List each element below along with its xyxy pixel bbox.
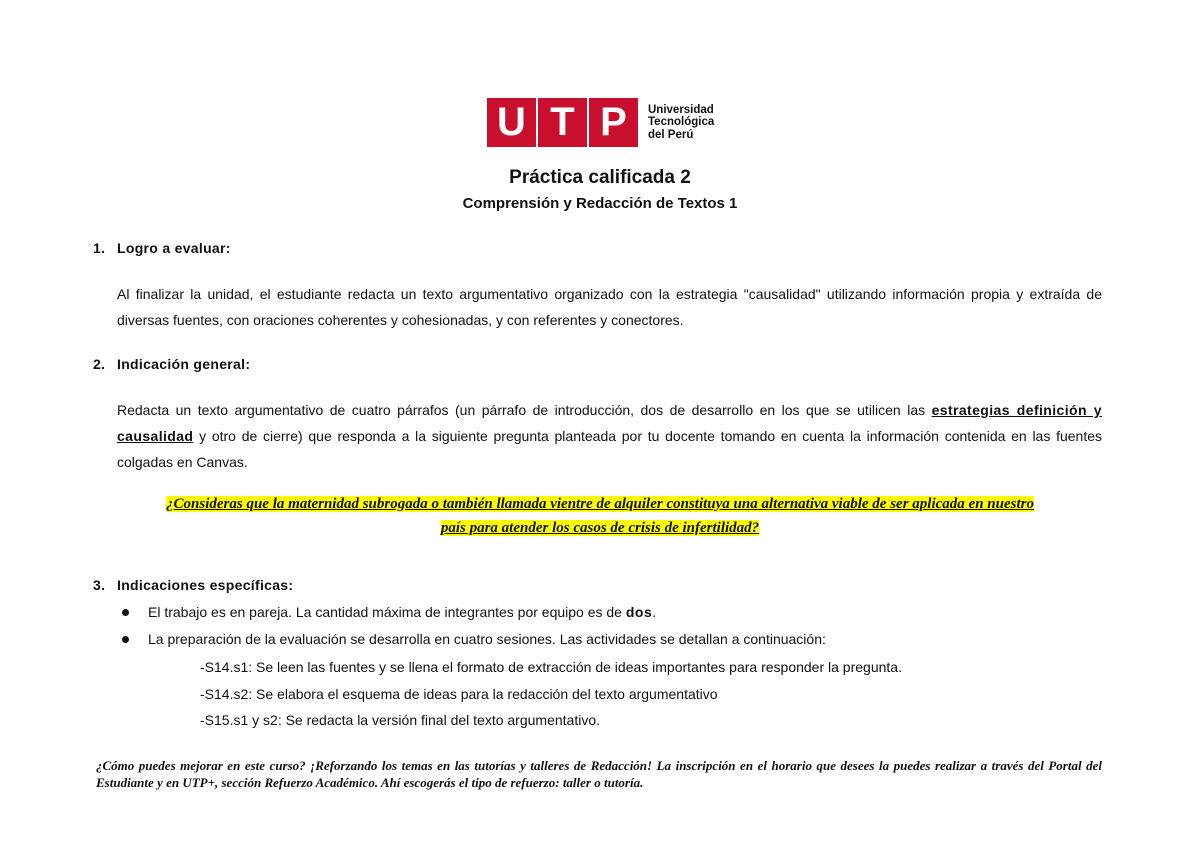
bullet-icon: [122, 609, 129, 616]
logo-letter-p: P: [600, 100, 627, 144]
logo-line-1: Universidad: [648, 103, 714, 116]
section-2-text-end: y otro de cierre) que responda a la siguiente pregunta planteada por tu docente tomando en cuenta la información contenida en las fuentes colgadas en Canvas.: [117, 428, 1102, 470]
logo-letter-t: T: [550, 100, 575, 144]
session-item: -S14.s2: Se elabora el esquema de ideas para la redacción del texto argumentativo: [200, 686, 718, 702]
session-item: -S15.s1 y s2: Se redacta la versión final del texto argumentativo.: [200, 712, 600, 728]
logo-letter-box: [538, 98, 587, 147]
section-title: Logro a evaluar:: [117, 240, 231, 256]
bullet-text: [148, 604, 656, 620]
bullet-icon: [122, 636, 129, 643]
section-3-heading: [93, 577, 293, 593]
bullet-bold: dos: [625, 604, 653, 620]
logo-letter-box: [487, 98, 536, 147]
section-number: 3.: [93, 577, 106, 593]
session-item: -S14.s1: Se leen las fuentes y se llena el formato de extracción de ideas importantes para responder la pregunta.: [200, 659, 902, 675]
logo-line-3: del Perú: [648, 128, 694, 141]
logo-letter-box: [589, 98, 638, 147]
page-title: Práctica calificada 2: [509, 167, 691, 188]
question-line-1: ¿Consideras que la maternidad subrogada o también llamada vientre de alquiler constituya una alternativa viable de ser aplicada en nuestro: [166, 496, 1034, 512]
logo-wordmark: [648, 104, 714, 142]
question-line-2: país para atender los casos de crisis de infertilidad?: [440, 520, 760, 536]
section-2-text-start: Redacta un texto argumentativo de cuatro párrafos (un párrafo de introducción, dos de desarrollo en los que se utilicen las: [117, 402, 932, 418]
section-number: 2.: [93, 356, 106, 372]
bullet-text: La preparación de la evaluación se desarrolla en cuatro sesiones. Las actividades se detallan a continuación:: [148, 631, 826, 647]
list-item: [122, 604, 656, 620]
logo-letter-u: U: [497, 100, 526, 144]
section-2-emphasis: estrategias definición y causalidad: [117, 402, 1102, 444]
footer-note: ¿Cómo puedes mejorar en este curso? ¡Reforzando los temas en las tutorías y talleres de Redacción! La inscripción en el horario que desees la puedes realizar a través del Portal del Estudiante y en UTP+, sección Refuerzo Académico. Ahí escogerás el tipo de refuerzo: taller o tutoría.: [96, 758, 1102, 790]
list-item: [122, 631, 826, 647]
section-2-heading: [93, 356, 250, 372]
utp-logo: [487, 98, 714, 147]
logo-line-2: Tecnológica: [648, 116, 715, 129]
bullet-text-start: El trabajo es en pareja. La cantidad máxima de integrantes por equipo es de: [148, 604, 626, 620]
section-number: 1.: [93, 240, 106, 256]
section-1-heading: [93, 240, 231, 256]
section-1-text: Al finalizar la unidad, el estudiante redacta un texto argumentativo organizado con la estrategia "causalidad" utilizando información propia y extraída de diversas fuentes, con oraciones coherentes y cohesionadas, y con referentes y conectores.: [117, 286, 1102, 328]
section-title: Indicación general:: [117, 356, 251, 372]
section-title: Indicaciones específicas:: [117, 577, 294, 593]
bullet-text-end: .: [652, 604, 657, 620]
section-2-text: [117, 397, 1102, 475]
guiding-question: [96, 492, 1104, 540]
page-subtitle: Comprensión y Redacción de Textos 1: [462, 195, 738, 212]
